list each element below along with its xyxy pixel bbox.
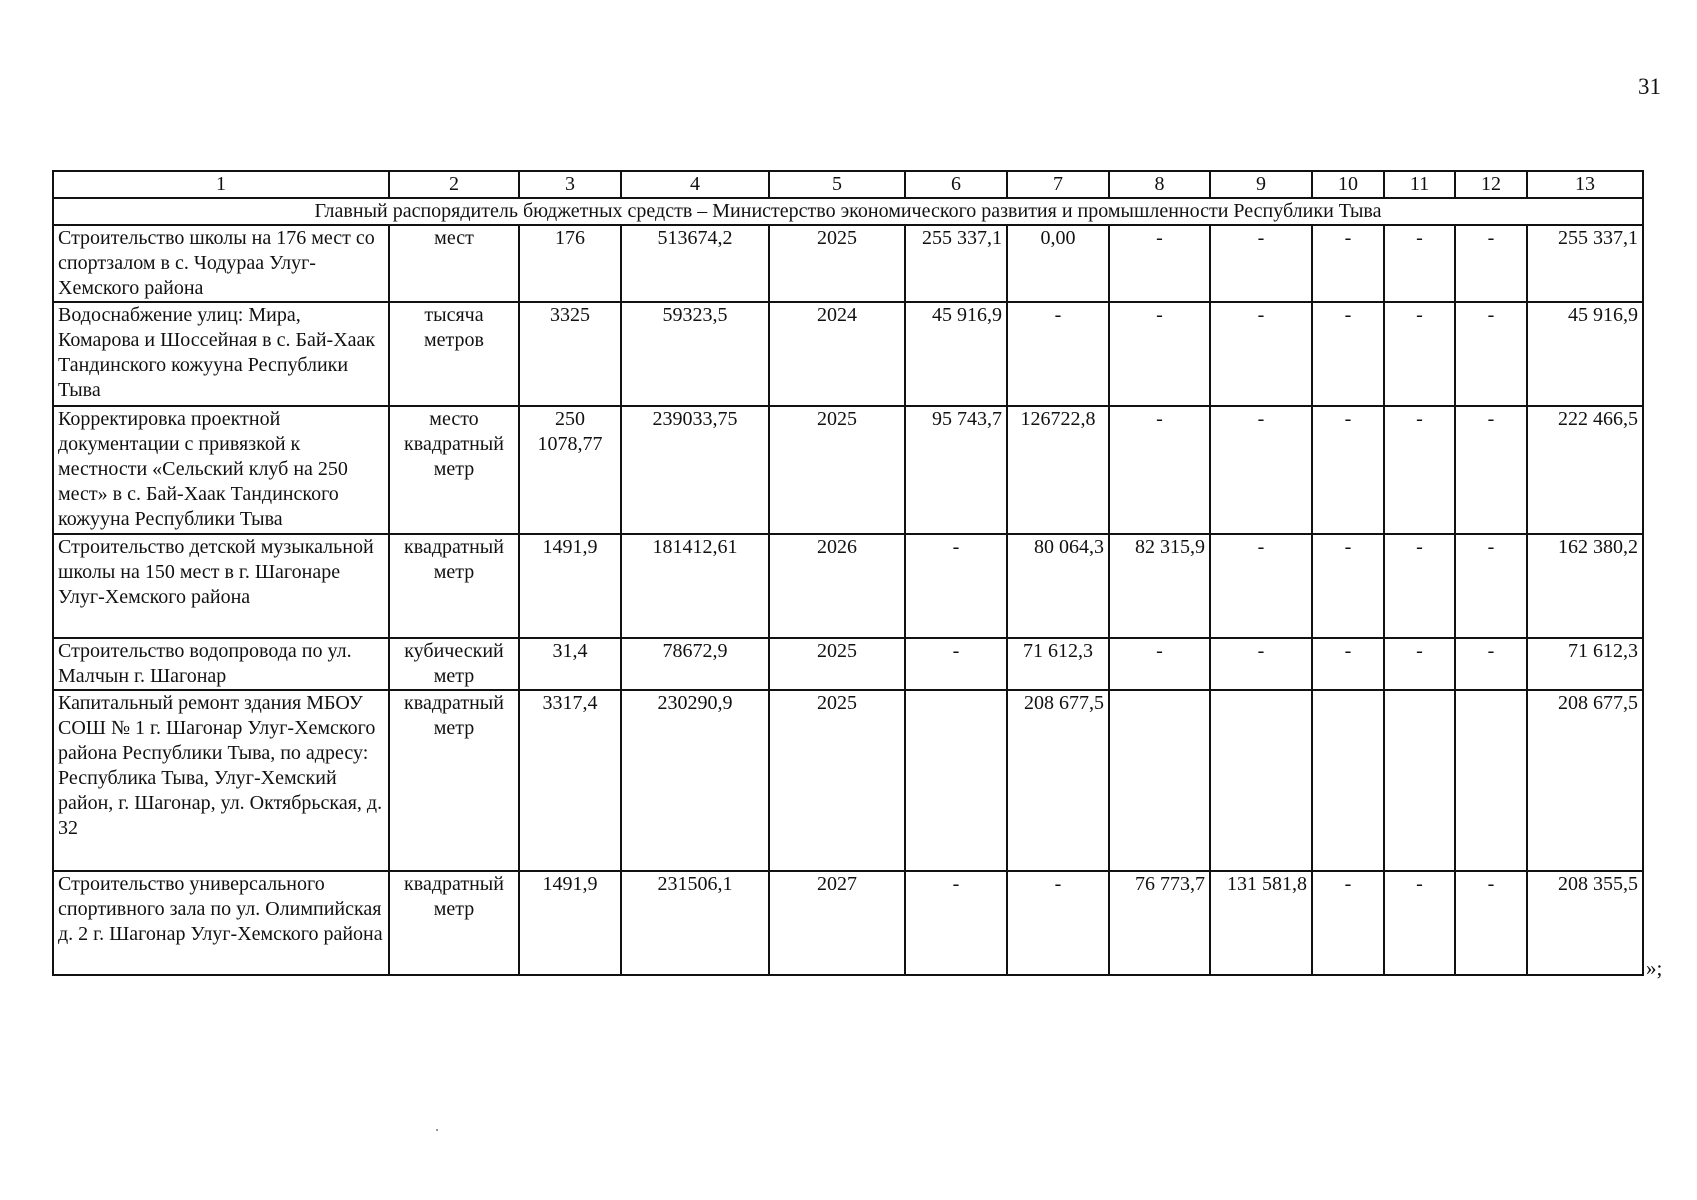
col8-cell: 82 315,9	[1109, 534, 1210, 638]
group-heading-row	[53, 198, 1643, 225]
capacity-cell: 1491,9	[519, 534, 621, 638]
col10-cell: -	[1312, 871, 1384, 975]
column-number: 4	[621, 171, 769, 198]
unit-cell: кубический метр	[389, 638, 519, 690]
year-cell: 2025	[769, 406, 905, 534]
col7-cell: -	[1007, 871, 1109, 975]
column-number: 10	[1312, 171, 1384, 198]
col12-cell: -	[1455, 638, 1527, 690]
col8-cell: -	[1109, 302, 1210, 406]
year-cell: 2025	[769, 638, 905, 690]
unit-cell: квадратный метр	[389, 871, 519, 975]
total-cell: 162 380,2	[1527, 534, 1643, 638]
col6-cell: 95 743,7	[905, 406, 1007, 534]
unit-cell: мест	[389, 225, 519, 302]
col7-cell: 0,00	[1007, 225, 1109, 302]
year-cell: 2025	[769, 690, 905, 871]
capacity-cell: 1491,9	[519, 871, 621, 975]
col11-cell: -	[1384, 638, 1455, 690]
col10-cell: -	[1312, 406, 1384, 534]
table-row	[53, 302, 1643, 406]
unit-cell: тысяча метров	[389, 302, 519, 406]
investment-table	[52, 170, 1644, 976]
col8-cell: 76 773,7	[1109, 871, 1210, 975]
column-number: 11	[1384, 171, 1455, 198]
col11-cell: -	[1384, 534, 1455, 638]
object-name-cell: Корректировка проектной документации с привязкой к местности «Сельский клуб на 250 мест» в с. Бай-Хаак Тандинского кожууна Республики Тыва	[53, 406, 389, 534]
column-number-row	[53, 171, 1643, 198]
capacity-cell: 31,4	[519, 638, 621, 690]
col8-cell: -	[1109, 225, 1210, 302]
col6-cell: -	[905, 534, 1007, 638]
col9-cell: -	[1210, 302, 1312, 406]
capacity-cell: 3317,4	[519, 690, 621, 871]
capacity-cell: 176	[519, 225, 621, 302]
col8-cell	[1109, 690, 1210, 871]
col10-cell: -	[1312, 534, 1384, 638]
cost-cell: 239033,75	[621, 406, 769, 534]
capacity-secondary: 1078,77	[537, 433, 603, 455]
col6-cell: 255 337,1	[905, 225, 1007, 302]
col6-cell: 45 916,9	[905, 302, 1007, 406]
total-cell: 208 355,5	[1527, 871, 1643, 975]
object-name-cell: Строительство детской музыкальной школы на 150 мест в г. Шагонаре Улуг-Хемского района	[53, 534, 389, 638]
col8-cell: -	[1109, 638, 1210, 690]
group-heading: Главный распорядитель бюджетных средств – Министерство экономического развития и промышленности Республики Тыва	[53, 198, 1643, 225]
col6-cell: -	[905, 871, 1007, 975]
col12-cell	[1455, 690, 1527, 871]
unit-cell	[389, 406, 519, 534]
col10-cell	[1312, 690, 1384, 871]
col6-cell: -	[905, 638, 1007, 690]
capacity-primary: 250	[555, 408, 585, 430]
unit-primary: место	[429, 408, 479, 430]
column-number: 5	[769, 171, 905, 198]
unit-cell: квадратный метр	[389, 534, 519, 638]
col11-cell: -	[1384, 871, 1455, 975]
col9-cell: -	[1210, 406, 1312, 534]
col9-cell	[1210, 690, 1312, 871]
table-row	[53, 534, 1643, 638]
column-number: 8	[1109, 171, 1210, 198]
total-cell: 71 612,3	[1527, 638, 1643, 690]
capacity-cell: 3325	[519, 302, 621, 406]
col12-cell: -	[1455, 302, 1527, 406]
table-row	[53, 871, 1643, 975]
object-name-cell: Строительство водопровода по ул. Малчын г. Шагонар	[53, 638, 389, 690]
col10-cell: -	[1312, 302, 1384, 406]
unit-secondary: квадратный метр	[404, 433, 504, 480]
col10-cell: -	[1312, 225, 1384, 302]
col10-cell: -	[1312, 638, 1384, 690]
total-cell: 255 337,1	[1527, 225, 1643, 302]
cost-cell: 513674,2	[621, 225, 769, 302]
column-number: 13	[1527, 171, 1643, 198]
column-number: 3	[519, 171, 621, 198]
object-name-cell: Капитальный ремонт здания МБОУ СОШ № 1 г. Шагонар Улуг-Хемского района Республики Тыва, по адресу: Республика Тыва, Улуг-Хемский район, г. Шагонар, ул. Октябрьская, д. 32	[53, 690, 389, 871]
page-number: 31	[1638, 74, 1661, 99]
column-number: 12	[1455, 171, 1527, 198]
col7-cell: -	[1007, 302, 1109, 406]
table-row	[53, 406, 1643, 534]
total-cell: 208 677,5	[1527, 690, 1643, 871]
column-number: 9	[1210, 171, 1312, 198]
col11-cell: -	[1384, 406, 1455, 534]
object-name-cell: Строительство школы на 176 мест со спортзалом в с. Чодураа Улуг-Хемского района	[53, 225, 389, 302]
year-cell: 2027	[769, 871, 905, 975]
table-row	[53, 225, 1643, 302]
cost-cell: 181412,61	[621, 534, 769, 638]
col7-cell: 126722,8	[1007, 406, 1109, 534]
col11-cell: -	[1384, 302, 1455, 406]
col12-cell: -	[1455, 871, 1527, 975]
col7-cell: 80 064,3	[1007, 534, 1109, 638]
col9-cell: 131 581,8	[1210, 871, 1312, 975]
col9-cell: -	[1210, 225, 1312, 302]
total-cell: 222 466,5	[1527, 406, 1643, 534]
table-row	[53, 690, 1643, 871]
col12-cell: -	[1455, 225, 1527, 302]
col12-cell: -	[1455, 406, 1527, 534]
cost-cell: 59323,5	[621, 302, 769, 406]
col9-cell: -	[1210, 638, 1312, 690]
table-row	[53, 638, 1643, 690]
year-cell: 2025	[769, 225, 905, 302]
cost-cell: 231506,1	[621, 871, 769, 975]
column-number: 2	[389, 171, 519, 198]
col8-cell: -	[1109, 406, 1210, 534]
cost-cell: 230290,9	[621, 690, 769, 871]
col9-cell: -	[1210, 534, 1312, 638]
year-cell: 2026	[769, 534, 905, 638]
col12-cell: -	[1455, 534, 1527, 638]
scan-speck	[436, 1129, 438, 1131]
column-number: 6	[905, 171, 1007, 198]
year-cell: 2024	[769, 302, 905, 406]
col7-cell: 71 612,3	[1007, 638, 1109, 690]
col11-cell	[1384, 690, 1455, 871]
column-number: 7	[1007, 171, 1109, 198]
capacity-cell	[519, 406, 621, 534]
unit-cell: квадратный метр	[389, 690, 519, 871]
col7-cell: 208 677,5	[1007, 690, 1109, 871]
col6-cell	[905, 690, 1007, 871]
col11-cell: -	[1384, 225, 1455, 302]
closing-quote-mark: »;	[1646, 956, 1663, 980]
cost-cell: 78672,9	[621, 638, 769, 690]
object-name-cell: Водоснабжение улиц: Мира, Комарова и Шоссейная в с. Бай-Хаак Тандинского кожууна Республики Тыва	[53, 302, 389, 406]
total-cell: 45 916,9	[1527, 302, 1643, 406]
object-name-cell: Строительство универсального спортивного зала по ул. Олимпийская д. 2 г. Шагонар Улуг-Хемского района	[53, 871, 389, 975]
column-number: 1	[53, 171, 389, 198]
